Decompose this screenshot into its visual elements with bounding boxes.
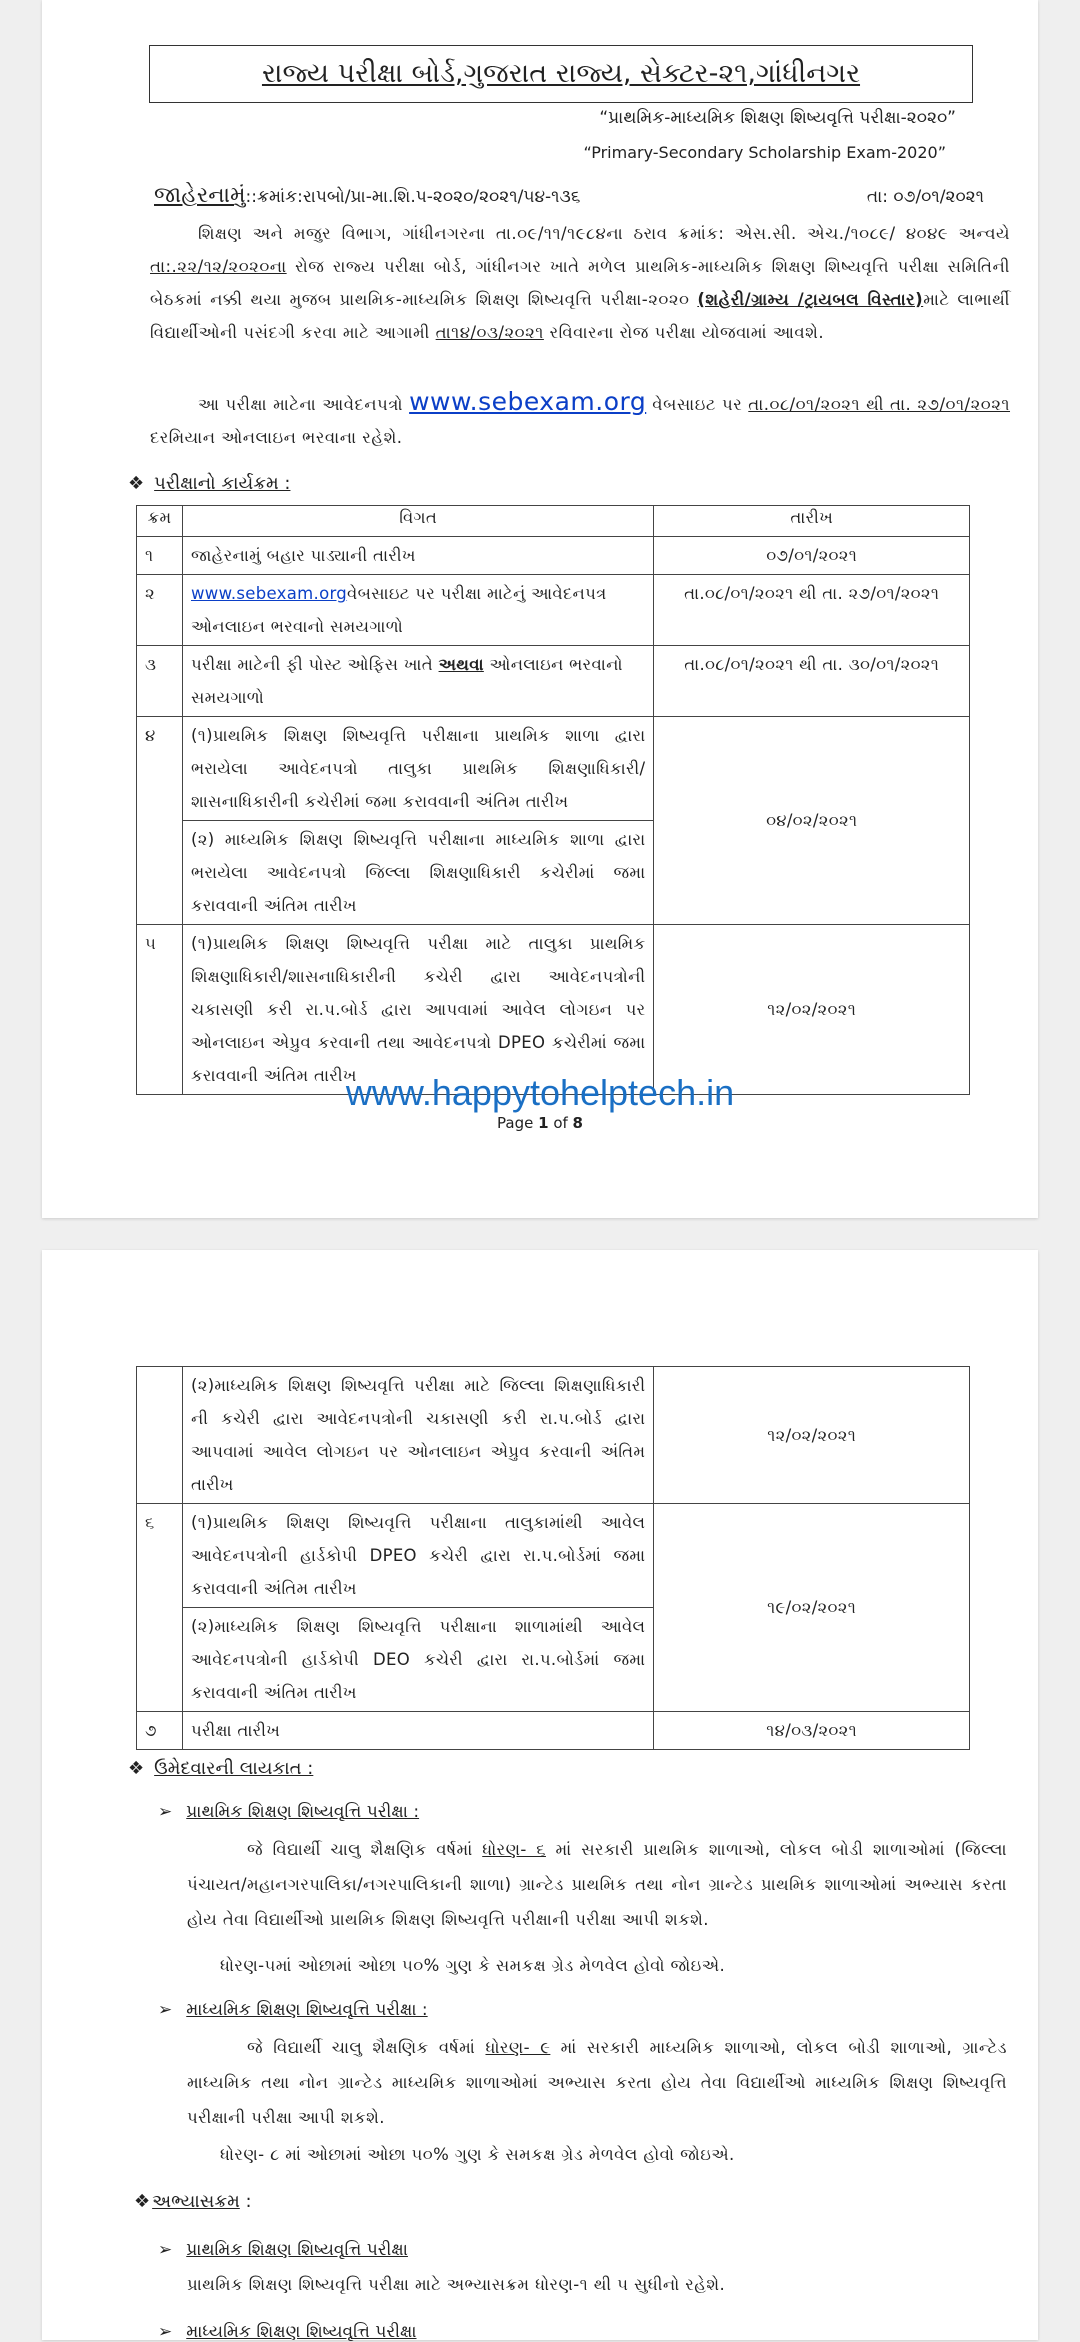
row-date: ૧૪/૦૩/૨૦૨૧ [654,1712,970,1750]
table-row [137,537,970,575]
board-title: રાજ્ય પરીક્ષા બોર્ડ,ગુજરાત રાજ્ય, સેક્ટર-૨૧,ગાંધીનગર [149,45,973,103]
row-date: ૦૭/૦૧/૨૦૨૧ [654,537,970,575]
row-date: તા.૦૮/૦૧/૨૦૨૧ થી તા. ૨૭/૦૧/૨૦૨૧ [654,575,970,646]
para1-area: (શહેરી/ગ્રામ્ય /ટ્રાયબલ વિસ્તાર) [697,290,924,309]
syllabus-primary-heading: ➢ પ્રાથમિક શિક્ષણ શિષ્યવૃત્તિ પરીક્ષા [158,2240,408,2260]
row-detail: જાહેરનામું બહાર પાડ્યાની તારીખ [182,537,653,575]
row-detail: (૧)પ્રાથમિક શિક્ષણ શિષ્યવૃત્તિ પરીક્ષાના તાલુકામાંથી આવેલ આવેદનપત્રોની હાર્ડકોપી DPEO કચેરી દ્વારા રા.પ.બોર્ડમાં જમા કરાવવાની અંતિમ તારીખ [182,1504,653,1608]
syllabus-secondary-heading: ➢ માધ્યમિક શિક્ષણ શિષ્યવૃત્તિ પરીક્ષા [158,2322,417,2342]
row-detail: પરીક્ષા તારીખ [182,1712,653,1750]
para1-exam-date: તા૧૪/૦૩/૨૦૨૧ [435,323,544,342]
para2-dates: તા.૦૮/૦૧/૨૦૨૧ થી તા. ૨૭/૦૧/૨૦૨૧ [748,395,1011,414]
table-row [137,925,970,1095]
notice-header [154,183,984,208]
row-detail: (૨)માધ્યમિક શિક્ષણ શિષ્યવૃત્તિ પરીક્ષાના શાળામાંથી આવેલ આવેદનપત્રોની હાર્ડકોપી DEO કચેરી દ્વારા રા.પ.બોર્ડમાં જમા કરાવવાની અંતિમ તારીખ [182,1608,653,1712]
primary-eligibility-text: જે વિદ્યાર્થી ચાલુ શૈક્ષણિક વર્ષમાં ધોરણ- ૬ માં સરકારી પ્રાથમિક શાળાઓ, લોકલ બોડી શાળાઓમાં (જિલ્લા પંચાયત/મહાનગરપાલિકા/નગરપાલિકાની શાળા) ગ્રાન્ટેડ પ્રાથમિક તથા નોન ગ્રાન્ટેડ પ્રાથમિક શાળાઓમાં અભ્યાસ કરતા હોય તેવા વિદ્યાર્થીઓ પ્રાથમિક શિક્ષણ શિષ્યવૃત્તિ પરીક્ષાની પરીક્ષા આપી શકશે. [187,1840,1007,1929]
row-number [137,1367,183,1504]
row-date: ૦૪/૦૨/૨૦૨૧ [654,717,970,925]
para2-text-a: આ પરીક્ષા માટેના આવેદનપત્રો [198,395,410,414]
para1-text-a: શિક્ષણ અને મજુર વિભાગ, ગાંધીનગરના તા.૦૯/૧૧/૧૯૮૪ના ઠરાવ ક્રમાંક: એસ.સી. એચ./૧૦૮૯/ ૪૦૪૯ અન્વયે [198,224,1010,243]
row-number: ૭ [137,1712,183,1750]
notice-date: તા: ૦૭/૦૧/૨૦૨૧ [866,187,984,207]
row-number: ૫ [137,925,183,1095]
row-detail: (૧)પ્રાથમિક શિક્ષણ શિષ્યવૃત્તિ પરીક્ષા માટે તાલુકા પ્રાથમિક શિક્ષણાધિકારી/શાસનાધિકારીની કચેરી દ્વારા આવેદનપત્રોની ચકાસણી કરી રા.પ.બોર્ડ દ્વારા આપવામાં આવેલ લોગઇન પર ઓનલાઇન એપ્રુવ કરવાની તથા આવેદનપત્રો DPEO કચેરીમાં જમા કરાવવાની અંતિમ તારીખ [182,925,653,1095]
document-page-2 [42,1250,1038,2340]
notice-paragraph-2 [150,385,1010,454]
para1-text-c: માટે લાભાર્થી વિદ્યાર્થીઓની પસંદગી કરવા માટે આગામી [150,290,1011,342]
col-header-date: તારીખ [654,506,970,537]
col-header-detail: વિગત [182,506,653,537]
table-row [137,575,970,646]
schedule-table [136,505,970,1095]
row-detail: પરીક્ષા માટેની ફી પોસ્ટ ઓફિસ ખાતે અથવા ઓનલાઇન ભરવાનો સમયગાળો [182,646,653,717]
secondary-eligibility-text: જે વિદ્યાર્થી ચાલુ શૈક્ષણિક વર્ષમાં ધોરણ- ૯ માં સરકારી માધ્યમિક શાળાઓ, લોકલ બોડી શાળાઓ, ગ્રાન્ટેડ માધ્યમિક તથા નોન ગ્રાન્ટેડ માધ્યમિક શાળાઓમાં અભ્યાસ કરતા હોય તેવા વિદ્યાર્થીઓ માધ્યમિક શિક્ષણ શિષ્યવૃત્તિ પરીક્ષાની પરીક્ષા આપી શકશે. [187,2038,1008,2127]
para2-text-c: દરમિયાન ઓનલાઇન ભરવાના રહેશે. [150,428,403,447]
syllabus-primary-text: પ્રાથમિક શિક્ષણ શિષ્યવૃત્તિ પરીક્ષા માટે અભ્યાસક્રમ ધોરણ-૧ થી ૫ સુધીનો રહેશે. [187,2275,726,2294]
table-row [137,646,970,717]
schedule-heading: ❖ પરીક્ષાનો કાર્યક્રમ : [128,473,291,494]
row-number: ૬ [137,1504,183,1712]
eligibility-heading: ❖ ઉમેદવારની લાયકાત : [128,1758,314,1779]
secondary-eligibility-heading: ➢ માધ્યમિક શિક્ષણ શિષ્યવૃત્તિ પરીક્ષા : [158,2000,428,2020]
secondary-marks-requirement: ધોરણ- ૮ માં ઓછામાં ઓછા ૫૦% ગુણ કે સમકક્ષ ગ્રેડ મેળવેલ હોવો જોઇએ. [220,2145,735,2164]
row-number: ૩ [137,646,183,717]
para1-text-b: રોજ રાજ્ય પરીક્ષા બોર્ડ, ગાંધીનગર ખાતે મળેલ પ્રાથમિક-માધ્યમિક શિક્ષણ શિષ્યવૃત્તિ પરીક્ષા સમિતિની બેઠકમાં નક્કી થયા મુજબ પ્રાથમિક-માધ્યમિક શિક્ષણ શિષ્યવૃત્તિ પરીક્ષા-૨૦૨૦ [150,257,1010,309]
row-detail: (૧)પ્રાથમિક શિક્ષણ શિષ્યવૃત્તિ પરીક્ષાના પ્રાથમિક શાળા દ્વારા ભરાયેલા આવેદનપત્રો તાલુકા પ્રાથમિક શિક્ષણાધિકારી/ શાસનાધિકારીની કચેરીમાં જમા કરાવવાની અંતિમ તારીખ [182,717,653,821]
table-row [137,717,970,821]
document-page-1 [42,0,1038,1218]
row-detail: (૨)માધ્યમિક શિક્ષણ શિષ્યવૃત્તિ પરીક્ષા માટે જિલ્લા શિક્ષણાધિકારી ની કચેરી દ્વારા આવેદનપત્રોની ચકાસણી કરી રા.પ.બોર્ડ દ્વારા આપવામાં આવેલ લોગઇન પર ઓનલાઇન એપ્રુવ કરવાની અંતિમ તારીખ [182,1367,653,1504]
diamond-bullet-icon: ❖ [134,2191,151,2212]
table-row [137,1367,970,1504]
primary-marks-requirement: ધોરણ-૫માં ઓછામાં ઓછા ૫૦% ગુણ કે સમકક્ષ ગ્રેડ મેળવેલ હોવો જોઇએ. [220,1956,726,1975]
primary-eligibility-heading: ➢ પ્રાથમિક શિક્ષણ શિષ્યવૃત્તિ પરીક્ષા : [158,1802,420,1822]
watermark-site: www.happytohelptech.in [345,1072,735,1113]
row-detail: www.sebexam.orgવેબસાઇટ પર પરીક્ષા માટેનું આવેદનપત્ર ઓનલાઇન ભરવાનો સમયગાળો [182,575,653,646]
exam-name-gujarati: “પ્રાથમિક-માધ્યમિક શિક્ષણ શિષ્યવૃત્તિ પરીક્ષા-૨૦૨૦” [599,108,956,128]
diamond-bullet-icon: ❖ [128,1758,145,1779]
notice-heading: જાહેરનામું [154,183,246,208]
row-number: ૧ [137,537,183,575]
col-header-serial: ક્રમ [137,506,183,537]
notice-number: ::ક્રમાંક:રાપબો/પ્રા-મા.શિ.પ-૨૦૨૦/૨૦૨૧/૫૪-૧૩૬ [245,187,581,207]
notice-paragraph-1 [150,217,1010,349]
row-date: ૧૯/૦૨/૨૦૨૧ [654,1504,970,1712]
row-number: ૨ [137,575,183,646]
syllabus-heading: ❖ અભ્યાસક્રમ : [134,2191,252,2212]
sebexam-link[interactable]: www.sebexam.org [190,584,348,603]
row-date: ૧૨/૦૨/૨૦૨૧ [654,1367,970,1504]
row-detail: (૨) માધ્યમિક શિક્ષણ શિષ્યવૃત્તિ પરીક્ષાના માધ્યમિક શાળા દ્વારા ભરાયેલા આવેદનપત્રો જિલ્લા શિક્ષણાધિકારી કચેરીમાં જમા કરાવવાની અંતિમ તારીખ [182,821,653,925]
arrow-bullet-icon: ➢ [158,2240,173,2260]
page-number: Page 1 of 8 [497,1114,583,1132]
para1-text-d: રવિવારના રોજ પરીક્ષા યોજવામાં આવશે. [543,323,825,342]
schedule-table-continued [136,1366,970,1750]
exam-name-english: “Primary-Secondary Scholarship Exam-2020” [583,143,946,162]
table-row [137,1712,970,1750]
row-date: તા.૦૮/૦૧/૨૦૨૧ થી તા. ૩૦/૦૧/૨૦૨૧ [654,646,970,717]
para1-meeting-date: તા:.૨૨/૧૨/૨૦૨૦ના [150,257,287,276]
row-date: ૧૨/૦૨/૨૦૨૧ [654,925,970,1095]
arrow-bullet-icon: ➢ [158,2322,173,2342]
row-number: ૪ [137,717,183,925]
arrow-bullet-icon: ➢ [158,1802,173,1822]
table-row [137,1504,970,1608]
table-header-row [137,506,970,537]
para2-text-b: વેબસાઇટ પર [646,395,749,414]
diamond-bullet-icon: ❖ [128,473,145,494]
sebexam-link[interactable]: www.sebexam.org [409,387,647,416]
arrow-bullet-icon: ➢ [158,2000,173,2020]
